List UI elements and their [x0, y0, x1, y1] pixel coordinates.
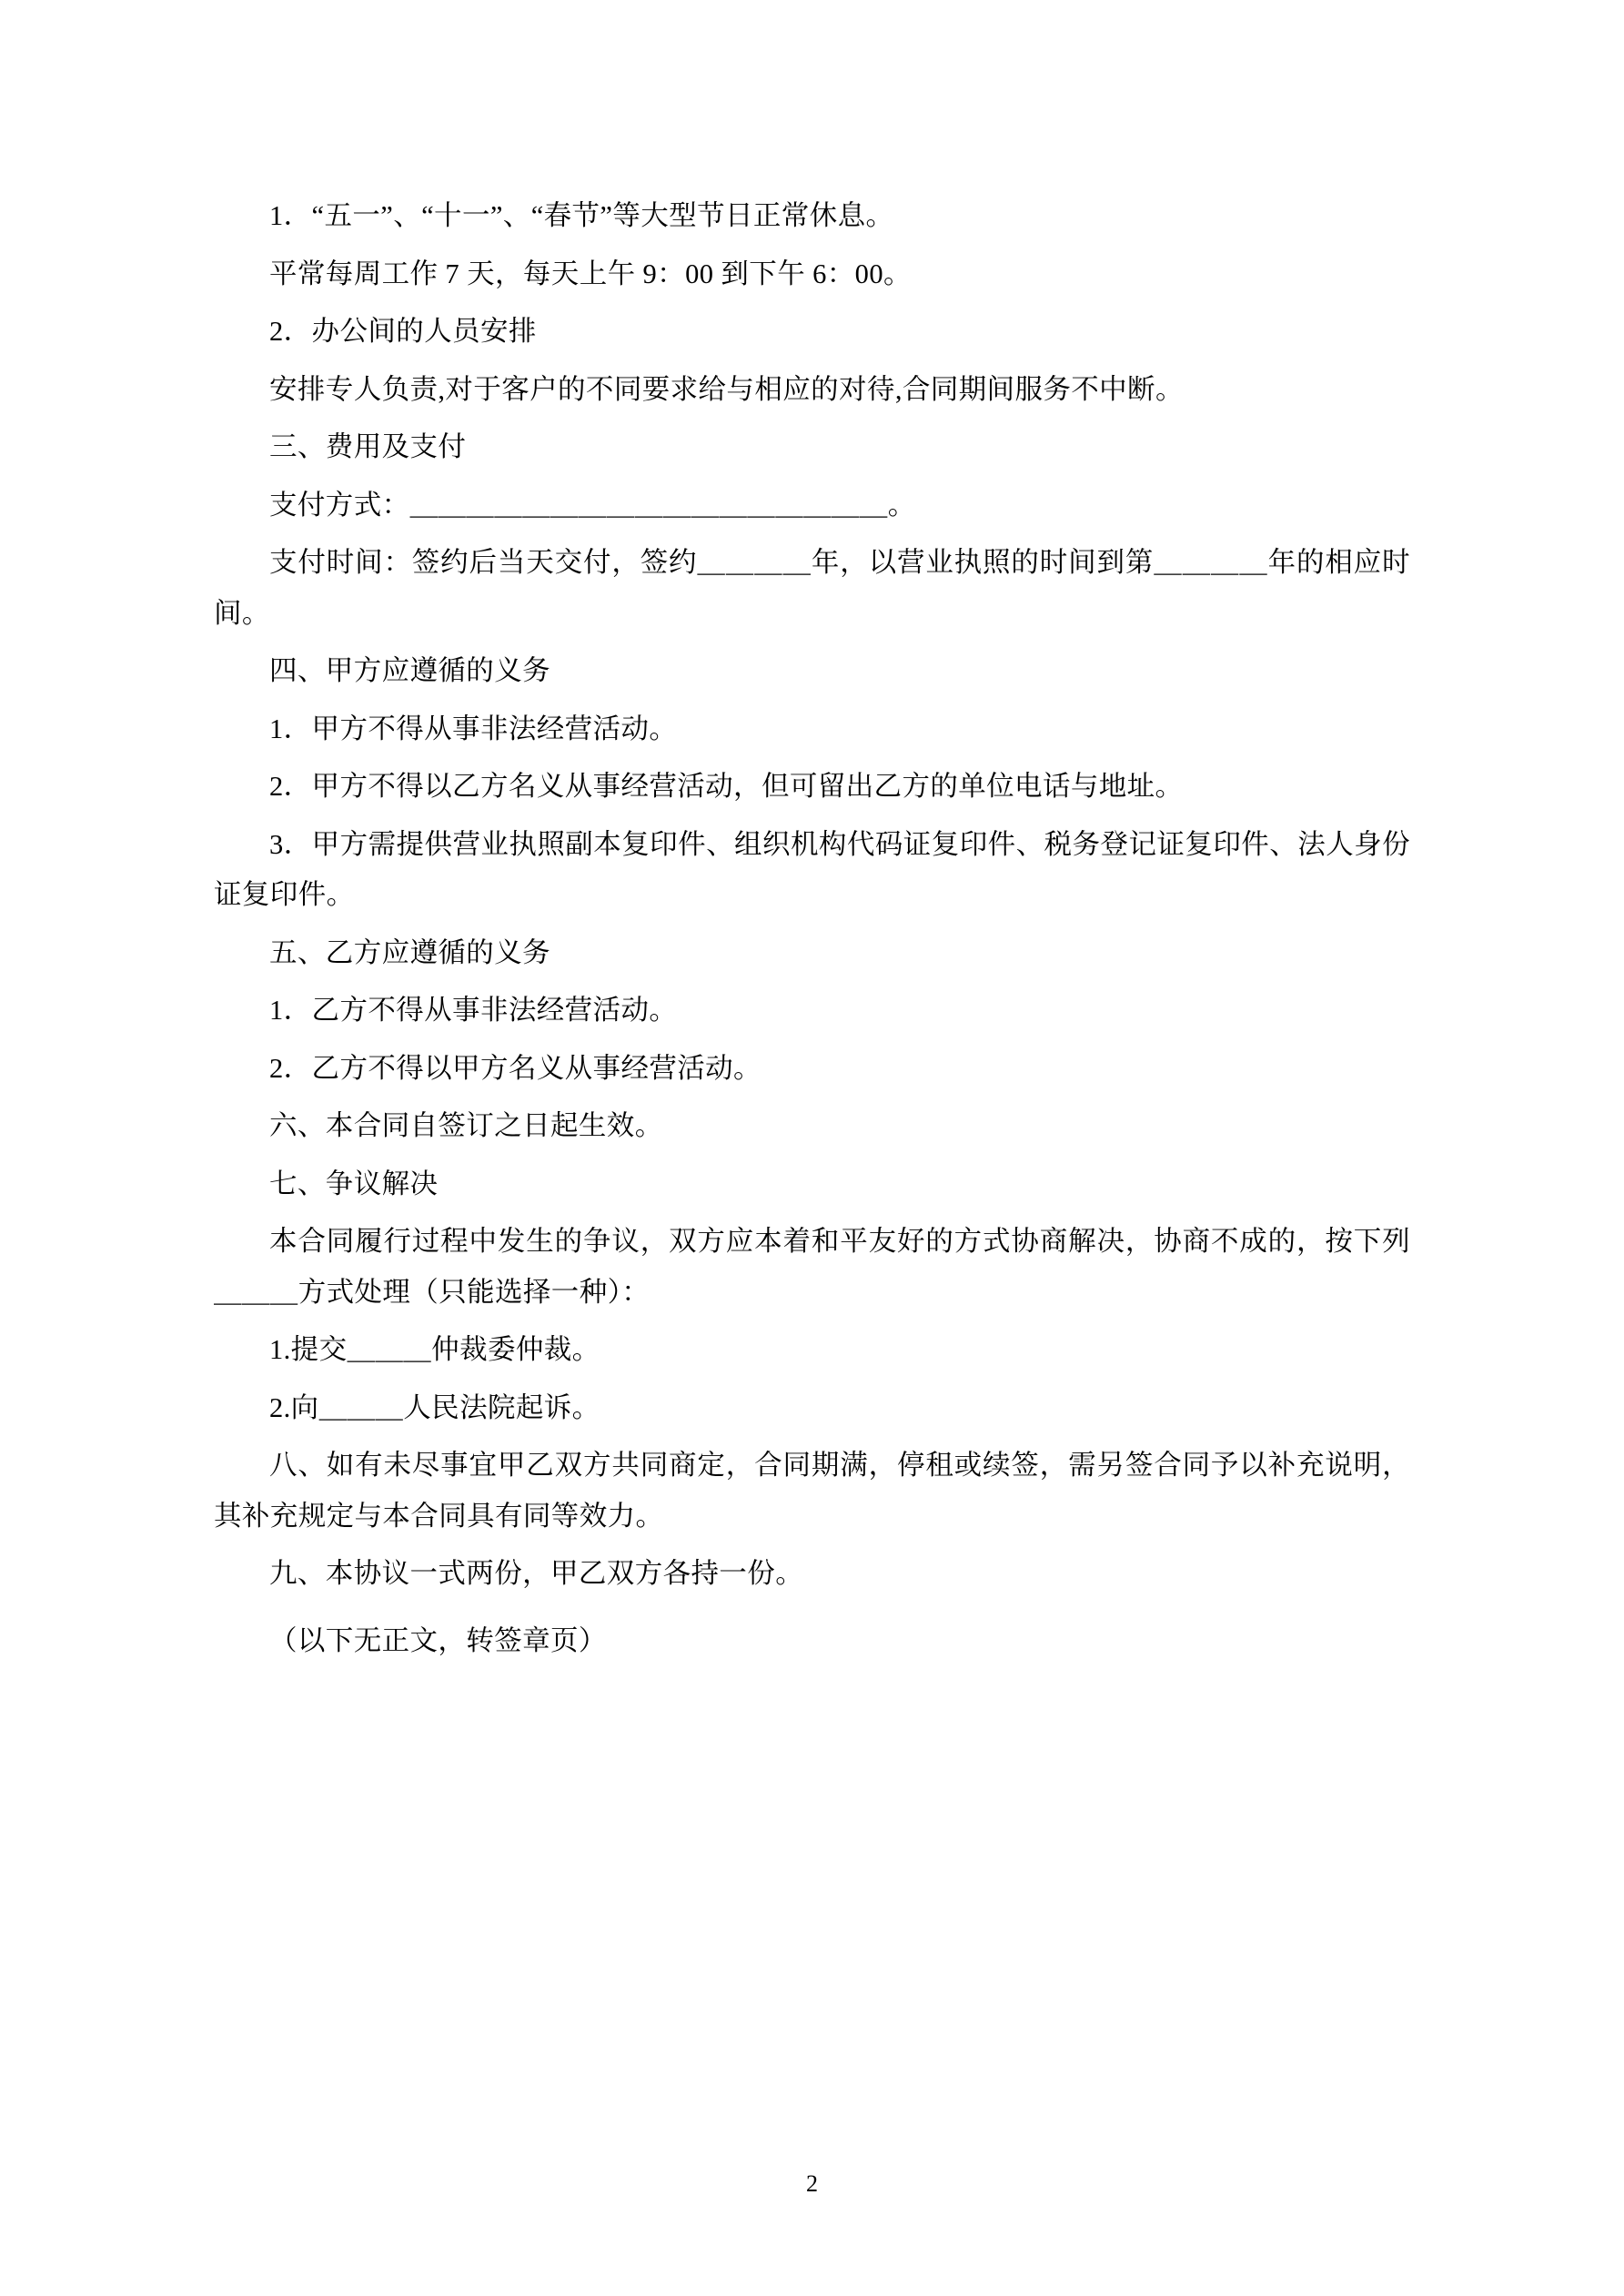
paragraph: 3．甲方需提供营业执照副本复印件、组织机构代码证复印件、税务登记证复印件、法人身份证复印件。 [214, 828, 1410, 910]
paragraph: 三、费用及支付 [269, 431, 467, 462]
paragraph: 1．乙方不得从事非法经营活动。 [269, 995, 678, 1026]
paragraph: 四、甲方应遵循的义务 [269, 655, 550, 686]
paragraph: 2.向＿＿＿人民法院起诉。 [269, 1391, 600, 1423]
paragraph: 1.提交＿＿＿仲裁委仲裁。 [269, 1334, 600, 1365]
paragraph: 支付方式：＿＿＿＿＿＿＿＿＿＿＿＿＿＿＿＿＿。 [269, 489, 916, 521]
paragraph: 安排专人负责,对于客户的不同要求给与相应的对待,合同期间服务不中断。 [269, 373, 1184, 405]
paragraph: 七、争议解决 [269, 1168, 439, 1199]
paragraph: 支付时间：签约后当天交付，签约＿＿＿＿年，以营业执照的时间到第＿＿＿＿年的相应时间。 [214, 547, 1410, 629]
paragraph: 五、乙方应遵循的义务 [269, 936, 550, 968]
paragraph: 八、如有未尽事宜甲乙双方共同商定，合同期满，停租或续签，需另签合同予以补充说明，其补充规定与本合同具有同等效力。 [214, 1450, 1410, 1532]
paragraph: 2．乙方不得以甲方名义从事经营活动。 [269, 1052, 762, 1084]
paragraph: 平常每周工作 7 天，每天上午 9：00 到下午 6：00。 [269, 258, 912, 289]
document-body [214, 191, 1410, 1666]
paragraph: 九、本协议一式两份，甲乙双方各持一份。 [269, 1558, 804, 1589]
paragraph: 1．“五一”、“十一”、“春节”等大型节日正常休息。 [269, 200, 894, 231]
paragraph: 2．甲方不得以乙方名义从事经营活动，但可留出乙方的单位电话与地址。 [269, 771, 1184, 802]
paragraph: 六、本合同自签订之日起生效。 [269, 1110, 663, 1141]
page-number: 2 [806, 2170, 818, 2197]
paragraph: 1．甲方不得从事非法经营活动。 [269, 713, 678, 744]
paragraph: 本合同履行过程中发生的争议，双方应本着和平友好的方式协商解决，协商不成的，按下列＿＿＿方式处理（只能选择一种）： [214, 1226, 1410, 1308]
paragraph: 2．办公间的人员安排 [269, 316, 537, 347]
paragraph: （以下无正文，转签章页） [269, 1624, 607, 1656]
